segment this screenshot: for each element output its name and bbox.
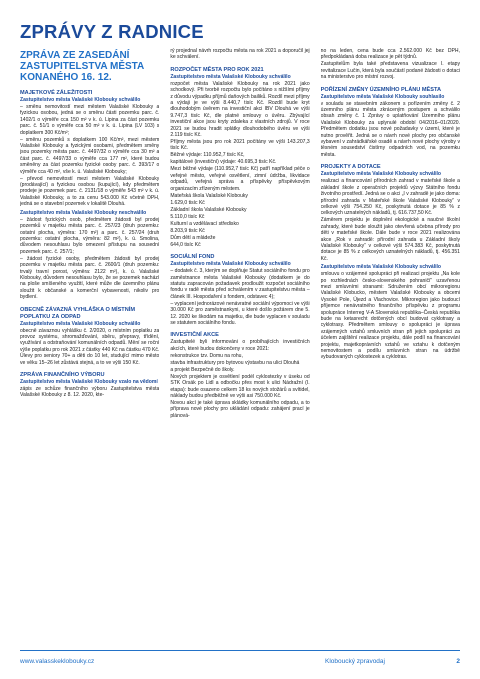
paragraph-lead: Zastupitelstvo města Valašské Klobouky schválilo xyxy=(320,171,441,178)
list-item: Dům dětí a mládeže xyxy=(170,234,216,241)
paragraph: Příjmy města jsou pro rok 2021 počítány ve výši 143.207,3 tisíc Kč. xyxy=(170,139,310,152)
paragraph: Zastupitelé byli informováni o probíhajících investičních akcích, které budou dokončeny v roce 2021: xyxy=(170,339,310,352)
paragraph: – žádost fyzických osob, předmětem žádosti byl prodej pozemků v majetku města parc. č. 257/23 (druh pozemku: ostatní plocha, výměra: 170 m²) a parc. č. 257/24 (druh pozemku: ostatní plocha, výměra: 82 m²), k. ú. Smolina, důvodem nesouhlasu bylo omezení přístupu na sousední pozemek parc. č. 257/1; xyxy=(20,216,160,255)
paragraph: Nových projektem je osvětlení podél cyklostezky v úseku od STK Orsák po Lidl a odbočku přes most k ulici Nádražní (I. etapa): bude osazeno celkem 18 ks nových stožárů a svítidel, náklady budou předběžně ve výši asi 750.000 Kč. xyxy=(170,373,310,399)
list-item: Základní škola Valašské Klobouky xyxy=(170,206,247,213)
paragraph-lead: Zastupitelstvo města Valašské Klobouky schválilo xyxy=(20,97,141,103)
column-2 xyxy=(170,48,309,673)
paragraph-lead: Zastupitelstvo města Valašské Klobouky schválilo xyxy=(170,73,291,80)
paragraph: rozpočet města Valašské Klobouky na rok 2021 jako schodkový. Při tvorbě rozpočtu bylo počítáno s nižšími příjmy z důvodu výpadku příjmů daňových bailiků. Rozdíl mezi příjmy a výdaji je ve výši 8.440,7 tisíc Kč. Rozdíl bude kryt dlouhodobým úvěrem na investiční akci IBV Dlouhá ve výši 9.747,3 tisíc Kč, dle platné smlouvy o úvěru. Zbývající investiční akce jsou kryty zdaleka z vlastních zdrojů. V roce 2021 se budou hradit splátky dlouhodobého úvěru ve výši 2.119 tisíc Kč. xyxy=(170,80,310,139)
paragraph: – vyplacení jednorázové nenávratné sociální výpomoci ve výši 30.000 Kč pro zaměstnankyni, u které došlo požárem dne 5. 12. 2020 ke škodám na majetku, dle bude vyplacen v souladu se statutem sociálního fondu. xyxy=(170,300,310,326)
paragraph: – směnu nemovitostí mezi městem Valašské Klobouky a fyzickou osobou, jedná se o směnu části pozemku parc. č. 1402/1 o výměře cca 150 m² v k. ú. Lipina za část pozemku parc. č. 51/1 o výměře cca 50 m² v k. ú. Lipina (LV 103) s doplatkem 300 Kč/m²; xyxy=(20,104,160,136)
paragraph-lead: Zastupitelstvo města Valašské Klobouky schválilo xyxy=(20,320,141,327)
list-item: 8.203,9 tisíc Kč xyxy=(170,227,205,234)
paragraph: – převod nemovitostí mezi městem Valašské Klobouky (prodávající) a fyzickou osobou (kupující), kdy předmětem prodeje je pozemek parc. č. 2131/18 o výměře 543 m² v k. ú. Valašské Klobouky, a to za cenu 543.000 Kč včetně DPH, jedná se o stavební pozemek v lokalitě Dlouhá. xyxy=(20,175,160,208)
footer-divider xyxy=(20,650,460,651)
paragraph: Běžné výdaje: 110.952,7 tisíc Kč, xyxy=(170,152,245,159)
paragraph: – žádost fyzické osoby, předmětem žádosti byl prodej pozemku v majetku města parc. č. 2600/1 (druh pozemku: trvalý travní porost, výměra: 2122 m²), k. ú. Valašské Klobouky, důvodem nesouhlasu bylo, že se pozemek nachází na ploše smíšeného využití, které může dle územního plánu sloužit k občanské a komerční vybavenosti, nikoliv pro bydlení. xyxy=(20,255,160,301)
paragraph: realizaci a financování přírodních zahrad v mateřské škole a základní škole z operačních projektů výzvy Státního fondu životního prostředí. Jedná se o akci „I v zahradě je jako doma: přírodní zahrada v Mateřské škole Valašské Klobouky“ v celkové výši 754.250 Kč, poskytnutá dotace je 85 % z celkových uznatelných nákladů, tj. 616.737,50 Kč. xyxy=(320,178,460,217)
paragraph: rý projednal návrh rozpočtu města na rok 2021 a doporučil jej ke schválení. xyxy=(170,48,310,61)
column-1 xyxy=(20,48,159,673)
paragraph: – směnu pozemků s doplatkem 100 Kč/m², mezi městem Valašské Klobouky a fyzickými osobami, předmětem směny jsou pozemky města parc. č. 4497/32 o výměře cca 30 m² a část parc. č. 4497/33 o výměře cca 177 m², které budou směněny za část pozemku fyzické osoby parc. č. 393/17 o výměře cca 40 m², vše k. ú. Valašské Klobouky; xyxy=(20,136,160,175)
paragraph: zápis ze schůze finančního výboru Zastupitelstva města Valašské Klobouky z 8. 12. 2020, kte- xyxy=(20,386,160,399)
subheading-budget: ROZPOČET MĚSTA PRO ROK 2021 xyxy=(170,66,264,73)
paragraph: v souladu se stavebním zákonem s pořízením změny č. 2 územního plánu města zkráceným postupem a schválilo obsah změny č. 1 Zprávy o uplatňování Územního plánu Valašské Klobouky za uplynulé období 04/2016–01/2020. Předmětem dodatku jsou nové požadavky v území, které je nutno prověřit. Jedná se o návrh nové plochy pro občanské vybavení v zahrádkářské osadě a návrh nové plochy výroby v těsném sousedství čistírny odpadních vod, na pozemku města. xyxy=(320,100,460,158)
list-item: Kulturní a vzdělávací středisko xyxy=(170,220,239,227)
footer-publication-title: Kloboucký zpravodaj xyxy=(325,658,385,665)
paragraph: obecně závaznou vyhlášku č. 2/2020, o místním poplatku za provoz systému, shromažďování, sběru, přepravy, třídění, využívání a odstraňování komunálních odpadů. Mění se roční výše poplatku pro rok 2021 z částky 440 Kč na částku 470 Kč. Úlevy pro seniory 70+ a děti do 10 let, studující mimo město ve věku 15–26 let zůstává stejná, a to ve výši 150 Kč. xyxy=(20,327,160,366)
subheading-investments: INVESTIČNÍ AKCE xyxy=(170,332,219,339)
paragraph: Zastupitelům byla také představena vizualizace I. etapy revitalizace Lučin, která byla součástí podané žádosti o dotaci na ministerstvo pro místní rozvoj. xyxy=(320,61,460,81)
paragraph: – dodatek č. 3, kterým se doplňuje Statut sociálního fondu pro zaměstnance města Valašské Klobouky (dodatkem je do statutu zapracován požadavek prodloužit rozpočet sociálního fondu v radě města před schválením v zastupitelstvu města – článek III. Hospodaření s fondem, odstavec 4); xyxy=(170,268,310,300)
list-item: Mateřská škola Valašské Klobouky xyxy=(170,192,248,199)
page-number: 2 xyxy=(456,658,460,665)
paragraph-lead: Zastupitelstvo města Valašské Klobouky schválilo xyxy=(170,261,291,268)
article-headline: ZPRÁVA ZE ZASEDÁNÍ ZASTUPITELSTVA MĚSTA KONANÉHO 16. 12. xyxy=(20,50,144,83)
footer-website-link[interactable]: www.valasskeklobouky.cz xyxy=(20,658,95,665)
subheading-projects-grants: PROJEKTY A DOTACE xyxy=(320,164,381,171)
paragraph-lead: Zastupitelstvo města Valašské Klobouky souhlasilo xyxy=(320,93,445,100)
article-columns xyxy=(20,48,460,673)
paragraph: Záměrem projektu je doplnění ekologické a naučné školní zahrady, které bude sloužit jako otevřená učebna přírody pro děti v mateřské škole. Dále bude v roce 2021 realizována akce „Rok v zahradě: přírodní zahrada u Základní školy Valašské Klobouky“ v celkové výši 574.383 Kč, poskytnutá dotace je 85 % z celkových uznatelných nákladů, tj. 456.351 Kč. xyxy=(320,217,460,262)
list-item: 5.110,0 tisíc Kč xyxy=(170,213,205,220)
section-masthead: ZPRÁVY Z RADNICE xyxy=(20,21,204,42)
paragraph-lead: Zastupitelstvo města Valašské Klobouky schválilo xyxy=(320,264,441,271)
list-item: 1.629,0 tisíc Kč xyxy=(170,199,205,206)
subheading-zoning-plan: POŘÍZENÍ ZMĚNY ÚZEMNÍHO PLÁNU MĚSTA xyxy=(320,86,442,93)
column-3 xyxy=(321,48,460,673)
paragraph: Mezi běžné výdaje (110.952,7 tisíc Kč) patří například péče o veřejné město, veřejné osvětlení, zimní údržba, likvidace odpadů, veřejná správa a příspěvky příspěvkovým organizacím zřízeným městem. xyxy=(170,166,310,192)
paragraph: stavba infrastruktury pro bytovou výstavbu na ulici Dlouhá xyxy=(170,359,300,366)
paragraph: smlouvu o vzájemné spolupráci při realizaci projektu „Na kole po rozhlednách česko-slovenského pohraničí“ uzavřenou mezi smluvními stranami: Sdružením obcí mikroregionu Valašské Klobucko, městem Valašské Klobouky a obcemi Vysoké Pole, Újezd a Vlachovice. Mikroregion jako budoucí příjemce nenávratného finančního příspěvku z programu spolupráce Interreg V-A Slovenská republika–Česká republika bude na ketasrecht dotčených obcí budovat cyklotrasy a cyklotrasy. Předmětem smlouvy o spolupráci je úprava vzájemných vztahů smluvních stran při jejich spolupráci za účelem zajištění realizace projektu, dále podíl na financování projektu, majetkoprávních vztahů ve vztahu k dotčeným nemovitostem a podílu smluvních stran na údržbě vybudovaných cyklostezek a cyklotras. xyxy=(320,271,460,361)
paragraph: kapitálové (investiční) výdaje: 40.695,3 tisíc Kč. xyxy=(170,159,277,166)
page-footer xyxy=(0,650,480,679)
subheading-waste-fee: OBECNĚ ZÁVAZNÁ VYHLÁŠKA O MÍSTNÍM POPLATKU ZA ODPAD xyxy=(20,306,135,320)
subheading-finance-committee: ZPRÁVA FINANČNÍHO VÝBORU xyxy=(20,372,105,378)
paragraph: a projekt Bezpečně do školy. xyxy=(170,366,235,373)
paragraph-lead: Zastupitelstvo města Valašské Klobouky vzalo na vědomí xyxy=(20,379,158,385)
paragraph: no na leden, cena bude cca 2.562.000 Kč bez DPH, předpokládaná doba realizace je pět týdnů. xyxy=(320,48,460,61)
subheading-social-fund: SOCIÁLNÍ FOND xyxy=(170,254,215,261)
paragraph-lead: Zastupitelstvo města Valašské Klobouky neschválilo xyxy=(20,209,147,216)
paragraph: Novou akcí je také úprava skládky komunálního odpadu, a to příprava nové plochy pro ukládání odpadu: zahájení prací je plánová- xyxy=(170,399,310,419)
subheading-property: MAJETKOVÉ ZÁLEŽITOSTI xyxy=(20,90,93,96)
list-item: 644,0 tisíc Kč xyxy=(170,241,201,248)
paragraph: rekonstrukce tzv. Domu na rohu, xyxy=(170,352,243,359)
